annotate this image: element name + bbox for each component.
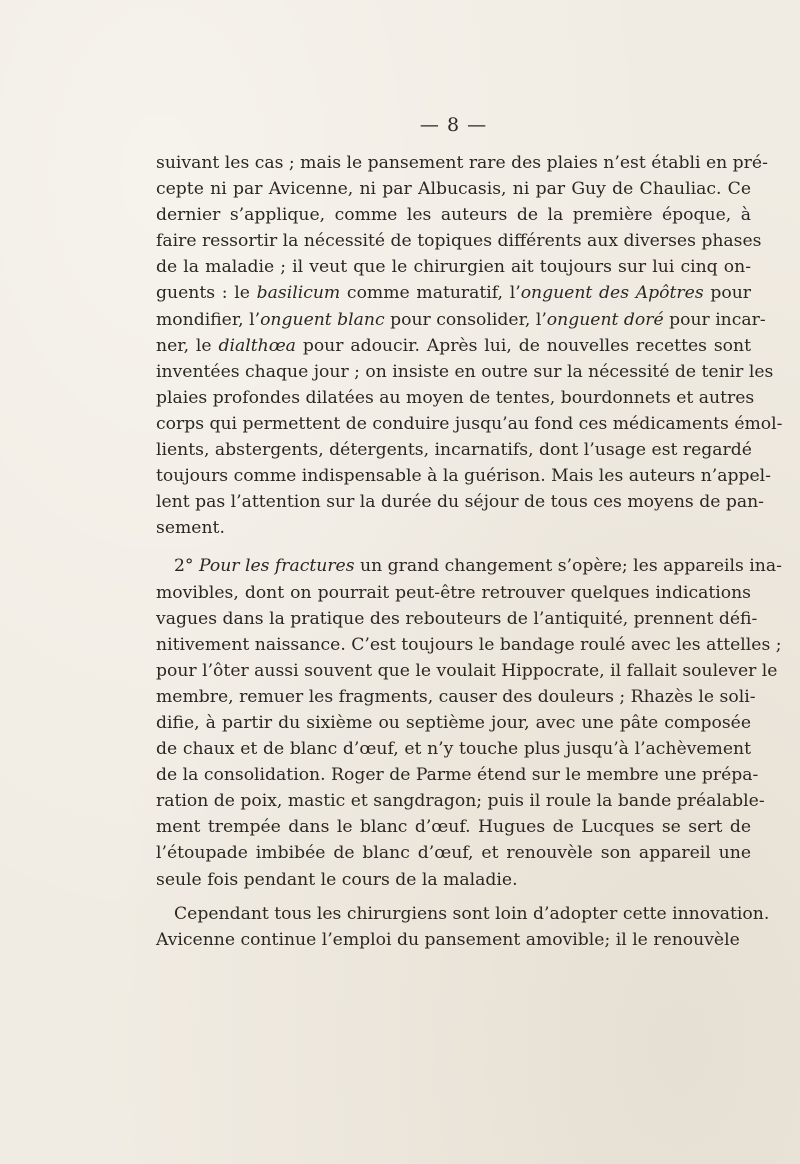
text-run: lients, abstergents, détergents, incarnatifs, dont l’usage est regardé — [156, 440, 752, 461]
text-line — [156, 228, 762, 254]
text-line — [156, 385, 755, 411]
italic-text-run: basilicum — [256, 283, 341, 304]
text-run: nitivement naissance. C’est toujours le bandage roulé avec les attelles ; — [156, 634, 782, 655]
text-line — [156, 150, 768, 176]
text-run: pour l’ôter aussi souvent que le voulait Hippocrate, il fallait soulever le — [156, 660, 778, 681]
text-line — [156, 762, 759, 788]
text-line — [156, 280, 751, 306]
text-line — [156, 606, 758, 632]
text-run: Cependant tous les chirurgiens sont loin d’adopter cette innovation. — [174, 903, 770, 924]
body-text — [156, 150, 783, 953]
text-line — [156, 307, 766, 333]
text-run: corps qui permettent de conduire jusqu’au fond ces médicaments émol- — [156, 413, 783, 434]
text-line — [156, 254, 751, 280]
text-run: l’étoupade imbibée de blanc d’œuf, et renouvèle son appareil une — [156, 843, 751, 864]
text-line — [156, 840, 751, 866]
text-run: un grand changement s’opère; les appareils ina- — [354, 556, 782, 577]
text-run: difie, à partir du sixième ou septième jour, avec une pâte composée — [156, 712, 751, 733]
text-run: plaies profondes dilatées au moyen de tentes, bourdonnets et autres — [156, 387, 755, 408]
text-run: seule fois pendant le cours de la maladie. — [156, 869, 518, 890]
book-page — [156, 114, 783, 953]
text-line — [156, 515, 751, 541]
text-run: inventées chaque jour ; on insiste en outre sur la nécessité de tenir les — [156, 361, 774, 382]
text-line — [156, 580, 751, 606]
italic-text-run: onguent doré — [546, 309, 664, 330]
paragraph — [156, 901, 770, 953]
text-line — [156, 658, 778, 684]
text-line — [156, 463, 771, 489]
italic-text-run: onguent blanc — [260, 309, 385, 330]
text-run: suivant les cas ; mais le pansement rare des plaies n’est établi en pré- — [156, 153, 768, 173]
paragraph-gap — [156, 541, 751, 553]
text-run: lent pas l’attention sur la durée du séjour de tous ces moyens de pan- — [156, 492, 764, 513]
text-line — [156, 684, 756, 710]
text-line — [156, 333, 751, 359]
text-line — [156, 489, 764, 515]
text-line — [156, 437, 751, 463]
text-run: de la consolidation. Roger de Parme étend sur le membre une prépa- — [156, 765, 759, 786]
text-line — [156, 901, 770, 927]
text-run: cepte ni par Avicenne, ni par Albucasis, ni par Guy de Chauliac. Ce — [156, 179, 751, 200]
text-line — [156, 788, 765, 814]
italic-text-run: onguent des Apôtres — [520, 283, 704, 304]
text-run: de la maladie ; il veut que le chirurgien ait toujours sur lui cinq on- — [156, 257, 751, 278]
text-run: ration de poix, mastic et sangdragon; puis il roule la bande préalable- — [156, 791, 765, 812]
paragraph-gap — [156, 893, 751, 901]
text-run: dernier s’applique, comme les auteurs de la première époque, à — [156, 205, 751, 226]
italic-text-run: Pour les fractures — [199, 556, 355, 577]
paragraph — [156, 553, 782, 892]
text-run: membre, remuer les fragments, causer des douleurs ; Rhazès le soli- — [156, 686, 756, 707]
text-run: ment trempée dans le blanc d’œuf. Hugues de Lucques se sert de — [156, 817, 751, 838]
text-line — [156, 710, 751, 736]
text-run: 2° — [174, 556, 199, 577]
text-line — [156, 359, 774, 385]
text-line — [156, 553, 782, 579]
text-line — [156, 176, 751, 202]
paragraph — [156, 150, 783, 541]
text-run: Avicenne continue l’emploi du pansement amovible; il le renouvèle — [156, 929, 740, 950]
text-run: vagues dans la pratique des rebouteurs de l’antiquité, prennent défi- — [156, 608, 758, 629]
text-run: toujours comme indispensable à la guérison. Mais les auteurs n’appel- — [156, 466, 771, 487]
text-run: sement. — [156, 518, 225, 539]
text-line — [156, 867, 751, 893]
text-run: pour adoucir. Après lui, de nouvelles recettes sont — [295, 335, 751, 356]
text-run: pour consolider, l’ — [384, 309, 547, 330]
text-run: pour — [703, 283, 751, 304]
text-line — [156, 202, 751, 228]
text-line — [156, 411, 783, 437]
text-run: ner, le — [156, 335, 219, 356]
text-run: mondifier, l’ — [156, 309, 261, 330]
text-line — [156, 632, 782, 658]
text-run: movibles, dont on pourrait peut-être retrouver quelques indications — [156, 582, 751, 603]
text-run: comme maturatif, l’ — [340, 283, 521, 304]
page-number: — 8 — — [419, 114, 488, 136]
text-run: faire ressortir la nécessité de topiques différents aux diverses phases — [156, 231, 762, 252]
text-run: pour incar- — [663, 309, 766, 330]
italic-text-run: dialthœa — [218, 335, 296, 356]
text-line — [156, 927, 751, 953]
text-run: de chaux et de blanc d’œuf, et n’y touche plus jusqu’à l’achèvement — [156, 739, 751, 760]
text-run: guents : le — [156, 283, 257, 304]
text-line — [156, 814, 751, 840]
text-line — [156, 736, 751, 762]
